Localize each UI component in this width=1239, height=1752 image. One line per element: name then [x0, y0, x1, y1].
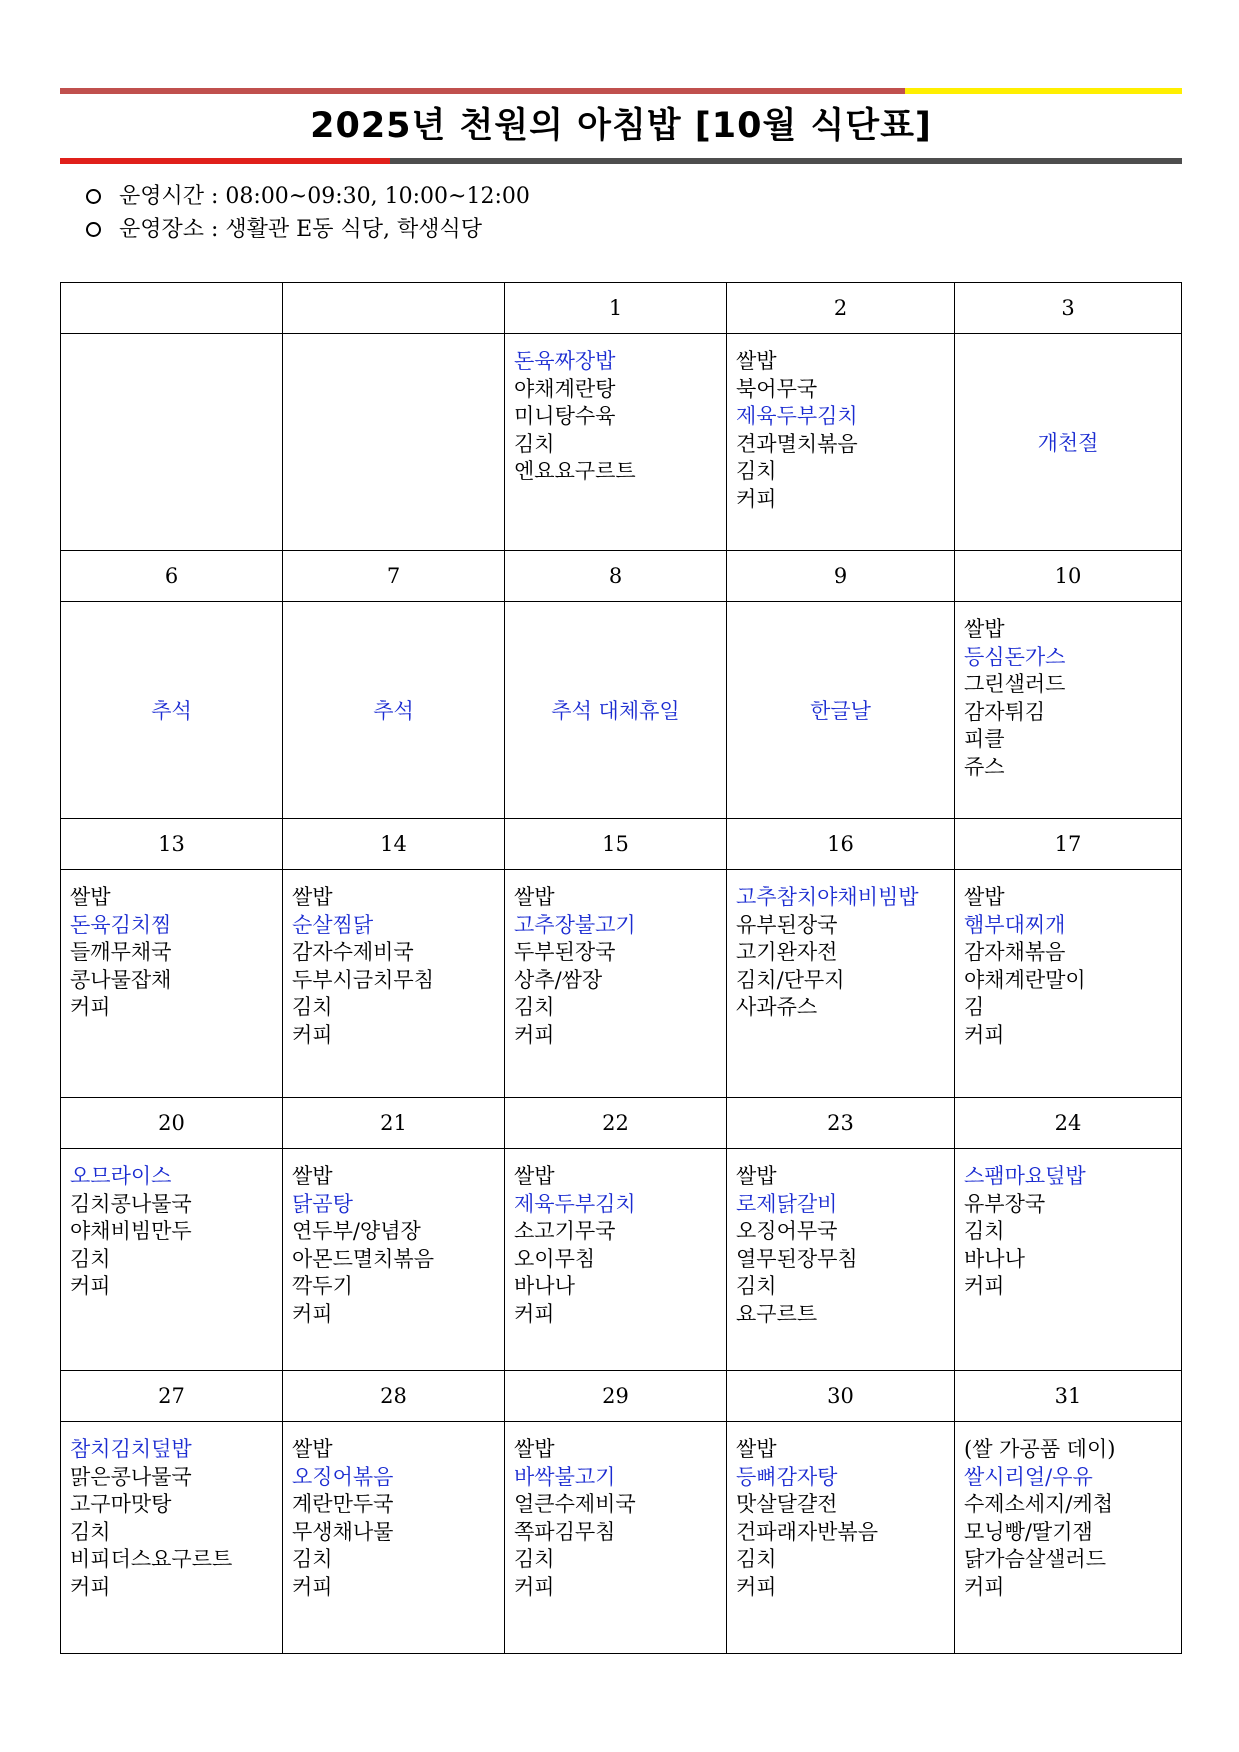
menu-item: 피클 [964, 727, 1005, 751]
date-cell: 20 [61, 1098, 283, 1149]
menu-item: 상추/쌈장 [514, 967, 603, 992]
main-dish-item: 고추참치야채비빔밥 [736, 885, 919, 909]
date-cell: 8 [505, 551, 727, 602]
date-cell: 17 [955, 819, 1182, 870]
menu-item: 커피 [964, 1574, 1005, 1599]
menu-cell [61, 1149, 283, 1371]
operation-hours [86, 180, 530, 213]
menu-item: 커피 [70, 1574, 111, 1599]
holiday-label: 추석 [151, 699, 192, 723]
menu-item: 건파래자반볶음 [736, 1519, 879, 1544]
date-cell: 30 [727, 1371, 955, 1422]
menu-item: 쌀밥 [736, 349, 777, 373]
menu-cell [505, 334, 727, 551]
menu-item: 김치 [292, 995, 333, 1019]
menu-item: 커피 [70, 995, 111, 1019]
circle-bullet-icon [86, 222, 101, 237]
menu-cell [283, 870, 505, 1098]
menu-cell [61, 870, 283, 1098]
menu-cell [727, 870, 955, 1098]
menu-row [61, 334, 1182, 551]
menu-item: 커피 [514, 1301, 555, 1326]
menu-item: 소고기무국 [514, 1219, 616, 1243]
menu-item: 감자수제비국 [292, 940, 414, 964]
date-cell: 16 [727, 819, 955, 870]
date-row [61, 819, 1182, 870]
date-cell: 22 [505, 1098, 727, 1149]
menu-item: 깍두기 [292, 1274, 353, 1298]
menu-item: 계란만두국 [292, 1492, 394, 1516]
menu-item: 모닝빵/딸기잼 [964, 1519, 1093, 1544]
date-row [61, 283, 1182, 334]
holiday-label: 추석 [373, 699, 414, 723]
date-cell: 10 [955, 551, 1182, 602]
holiday-cell [727, 602, 955, 819]
menu-item: 김치 [736, 459, 777, 483]
main-dish-item: 로제닭갈비 [736, 1191, 838, 1216]
menu-item: 커피 [514, 1022, 555, 1047]
date-row [61, 551, 1182, 602]
menu-item: 바나나 [964, 1246, 1025, 1271]
operation-info [86, 180, 530, 246]
menu-item: 두부시금치무침 [292, 967, 435, 992]
menu-item: 커피 [964, 1022, 1005, 1047]
date-cell: 9 [727, 551, 955, 602]
menu-item: 사과쥬스 [736, 995, 818, 1019]
date-cell: 15 [505, 819, 727, 870]
main-dish-item: 돈육짜장밥 [514, 349, 616, 373]
menu-item: 연두부/양념장 [292, 1219, 421, 1243]
menu-item: 김치 [514, 431, 555, 456]
menu-item: 두부된장국 [514, 940, 616, 964]
menu-item: 김치콩나물국 [70, 1191, 192, 1216]
holiday-label: 개천절 [1037, 431, 1099, 455]
menu-item: 김치 [70, 1519, 111, 1544]
menu-cell [955, 602, 1182, 819]
main-dish-item: 오므라이스 [70, 1164, 172, 1188]
menu-item: 커피 [292, 1574, 333, 1599]
menu-item: 열무된장무침 [736, 1246, 858, 1271]
menu-item: 커피 [70, 1274, 111, 1298]
menu-item: 커피 [292, 1301, 333, 1326]
menu-item: 비피더스요구르트 [70, 1547, 233, 1571]
empty-cell [61, 334, 283, 551]
menu-item: 김치 [514, 995, 555, 1019]
menu-item: 감자채볶음 [964, 940, 1066, 964]
date-cell [61, 283, 283, 334]
menu-cell [727, 334, 955, 551]
date-cell: 31 [955, 1371, 1182, 1422]
menu-item: 커피 [736, 486, 777, 511]
main-dish-item: 제육두부김치 [736, 404, 858, 428]
operation-hours-text: 운영시간 : 08:00~09:30, 10:00~12:00 [119, 184, 530, 209]
menu-item: 무생채나물 [292, 1519, 394, 1544]
operation-place [86, 213, 530, 246]
menu-item: 김치 [736, 1274, 777, 1298]
menu-item: 쌀밥 [292, 1437, 333, 1461]
date-cell: 14 [283, 819, 505, 870]
main-dish-item: 순살찜닭 [292, 912, 374, 937]
main-dish-item: 제육두부김치 [514, 1191, 636, 1216]
menu-item: 수제소세지/케첩 [964, 1492, 1114, 1516]
menu-item: 커피 [514, 1574, 555, 1599]
date-cell: 24 [955, 1098, 1182, 1149]
menu-item: 오이무침 [514, 1246, 596, 1271]
main-dish-item: 오징어볶음 [292, 1464, 394, 1489]
menu-item: 고구마맛탕 [70, 1492, 172, 1516]
date-cell: 29 [505, 1371, 727, 1422]
main-dish-item: 햄부대찌개 [964, 912, 1066, 937]
date-cell [283, 283, 505, 334]
menu-item: 요구르트 [736, 1301, 818, 1326]
menu-item: 커피 [964, 1274, 1005, 1298]
menu-item: 맑은콩나물국 [70, 1464, 192, 1489]
main-dish-item: 바싹불고기 [514, 1464, 616, 1489]
main-dish-item: 돈육김치찜 [70, 912, 172, 937]
menu-item: 김 [964, 995, 985, 1019]
menu-item: 엔요요구르트 [514, 459, 636, 483]
menu-cell [955, 1149, 1182, 1371]
date-cell: 27 [61, 1371, 283, 1422]
menu-item: 커피 [736, 1574, 777, 1599]
holiday-label: 추석 대체휴일 [551, 699, 680, 723]
menu-item: 감자튀김 [964, 699, 1046, 724]
date-row [61, 1098, 1182, 1149]
menu-row [61, 870, 1182, 1098]
menu-item: 들깨무채국 [70, 940, 172, 964]
menu-item: 고기완자전 [736, 940, 838, 964]
menu-item: 맛살달걀전 [736, 1492, 838, 1516]
menu-cell [727, 1422, 955, 1654]
meal-calendar-table [60, 282, 1182, 1654]
date-cell: 2 [727, 283, 955, 334]
date-row [61, 1371, 1182, 1422]
menu-cell [505, 1422, 727, 1654]
menu-item: 김치 [292, 1547, 333, 1571]
date-cell: 1 [505, 283, 727, 334]
main-dish-item: 스팸마요덮밥 [964, 1164, 1086, 1188]
date-cell: 23 [727, 1098, 955, 1149]
menu-item: 쌀밥 [70, 885, 111, 909]
bottom-accent-bar [60, 158, 1182, 164]
date-cell: 13 [61, 819, 283, 870]
holiday-cell [283, 602, 505, 819]
main-dish-item: 참치김치덮밥 [70, 1437, 192, 1461]
menu-row [61, 1149, 1182, 1371]
menu-item: 쌀밥 [736, 1437, 777, 1461]
holiday-cell [505, 602, 727, 819]
menu-item: 커피 [292, 1022, 333, 1047]
menu-item: 오징어무국 [736, 1219, 838, 1243]
menu-item: 아몬드멸치볶음 [292, 1246, 435, 1271]
menu-item: 쌀밥 [514, 885, 555, 909]
menu-item: 김치 [964, 1219, 1005, 1243]
menu-item: 유부장국 [964, 1191, 1046, 1216]
holiday-cell [61, 602, 283, 819]
menu-row [61, 1422, 1182, 1654]
menu-item: 야채비빔만두 [70, 1219, 192, 1243]
menu-item: 김치 [736, 1547, 777, 1571]
page-title: 2025년 천원의 아침밥 [10월 식단표] [310, 106, 932, 146]
top-accent-bar [60, 88, 1182, 94]
menu-item: 쌀밥 [292, 1164, 333, 1188]
menu-item: 쥬스 [964, 754, 1005, 779]
menu-item: 쌀밥 [964, 885, 1005, 909]
main-dish-item: 등심돈가스 [964, 644, 1066, 669]
menu-item: 닭가슴살샐러드 [964, 1547, 1107, 1571]
date-cell: 6 [61, 551, 283, 602]
menu-item: 쌀밥 [514, 1164, 555, 1188]
menu-item: 김치 [70, 1246, 111, 1271]
date-cell: 21 [283, 1098, 505, 1149]
menu-item: 김치 [514, 1547, 555, 1571]
holiday-cell [955, 334, 1182, 551]
main-dish-item: 등뼈감자탕 [736, 1464, 838, 1489]
menu-item: 쌀밥 [514, 1437, 555, 1461]
menu-item: (쌀 가공품 데이) [964, 1437, 1116, 1461]
empty-cell [283, 334, 505, 551]
menu-item: 유부된장국 [736, 912, 838, 937]
menu-item: 미니탕수육 [514, 404, 616, 428]
menu-item: 얼큰수제비국 [514, 1492, 636, 1516]
menu-item: 쌀밥 [736, 1164, 777, 1188]
menu-item: 쌀밥 [292, 885, 333, 909]
date-cell: 28 [283, 1371, 505, 1422]
menu-item: 북어무국 [736, 376, 818, 401]
main-dish-item: 고추장불고기 [514, 912, 636, 937]
holiday-label: 한글날 [810, 699, 871, 723]
date-cell: 3 [955, 283, 1182, 334]
menu-item: 바나나 [514, 1274, 575, 1298]
circle-bullet-icon [86, 189, 101, 204]
menu-cell [955, 870, 1182, 1098]
menu-cell [61, 1422, 283, 1654]
menu-cell [505, 870, 727, 1098]
main-dish-item: 쌀시리얼/우유 [964, 1464, 1093, 1489]
menu-item: 그린샐러드 [964, 672, 1066, 696]
menu-item: 견과멸치볶음 [736, 431, 858, 456]
menu-cell [505, 1149, 727, 1371]
menu-item: 김치/단무지 [736, 967, 845, 992]
menu-row [61, 602, 1182, 819]
menu-item: 야채계란말이 [964, 967, 1086, 992]
menu-item: 야채계란탕 [514, 376, 616, 401]
main-dish-item: 닭곰탕 [292, 1191, 353, 1216]
menu-cell [283, 1149, 505, 1371]
menu-item: 쪽파김무침 [514, 1519, 616, 1544]
menu-item: 쌀밥 [964, 617, 1005, 641]
menu-cell [283, 1422, 505, 1654]
date-cell: 7 [283, 551, 505, 602]
menu-cell [727, 1149, 955, 1371]
menu-item: 콩나물잡채 [70, 967, 172, 992]
operation-place-text: 운영장소 : 생활관 E동 식당, 학생식당 [119, 217, 482, 242]
menu-cell [955, 1422, 1182, 1654]
